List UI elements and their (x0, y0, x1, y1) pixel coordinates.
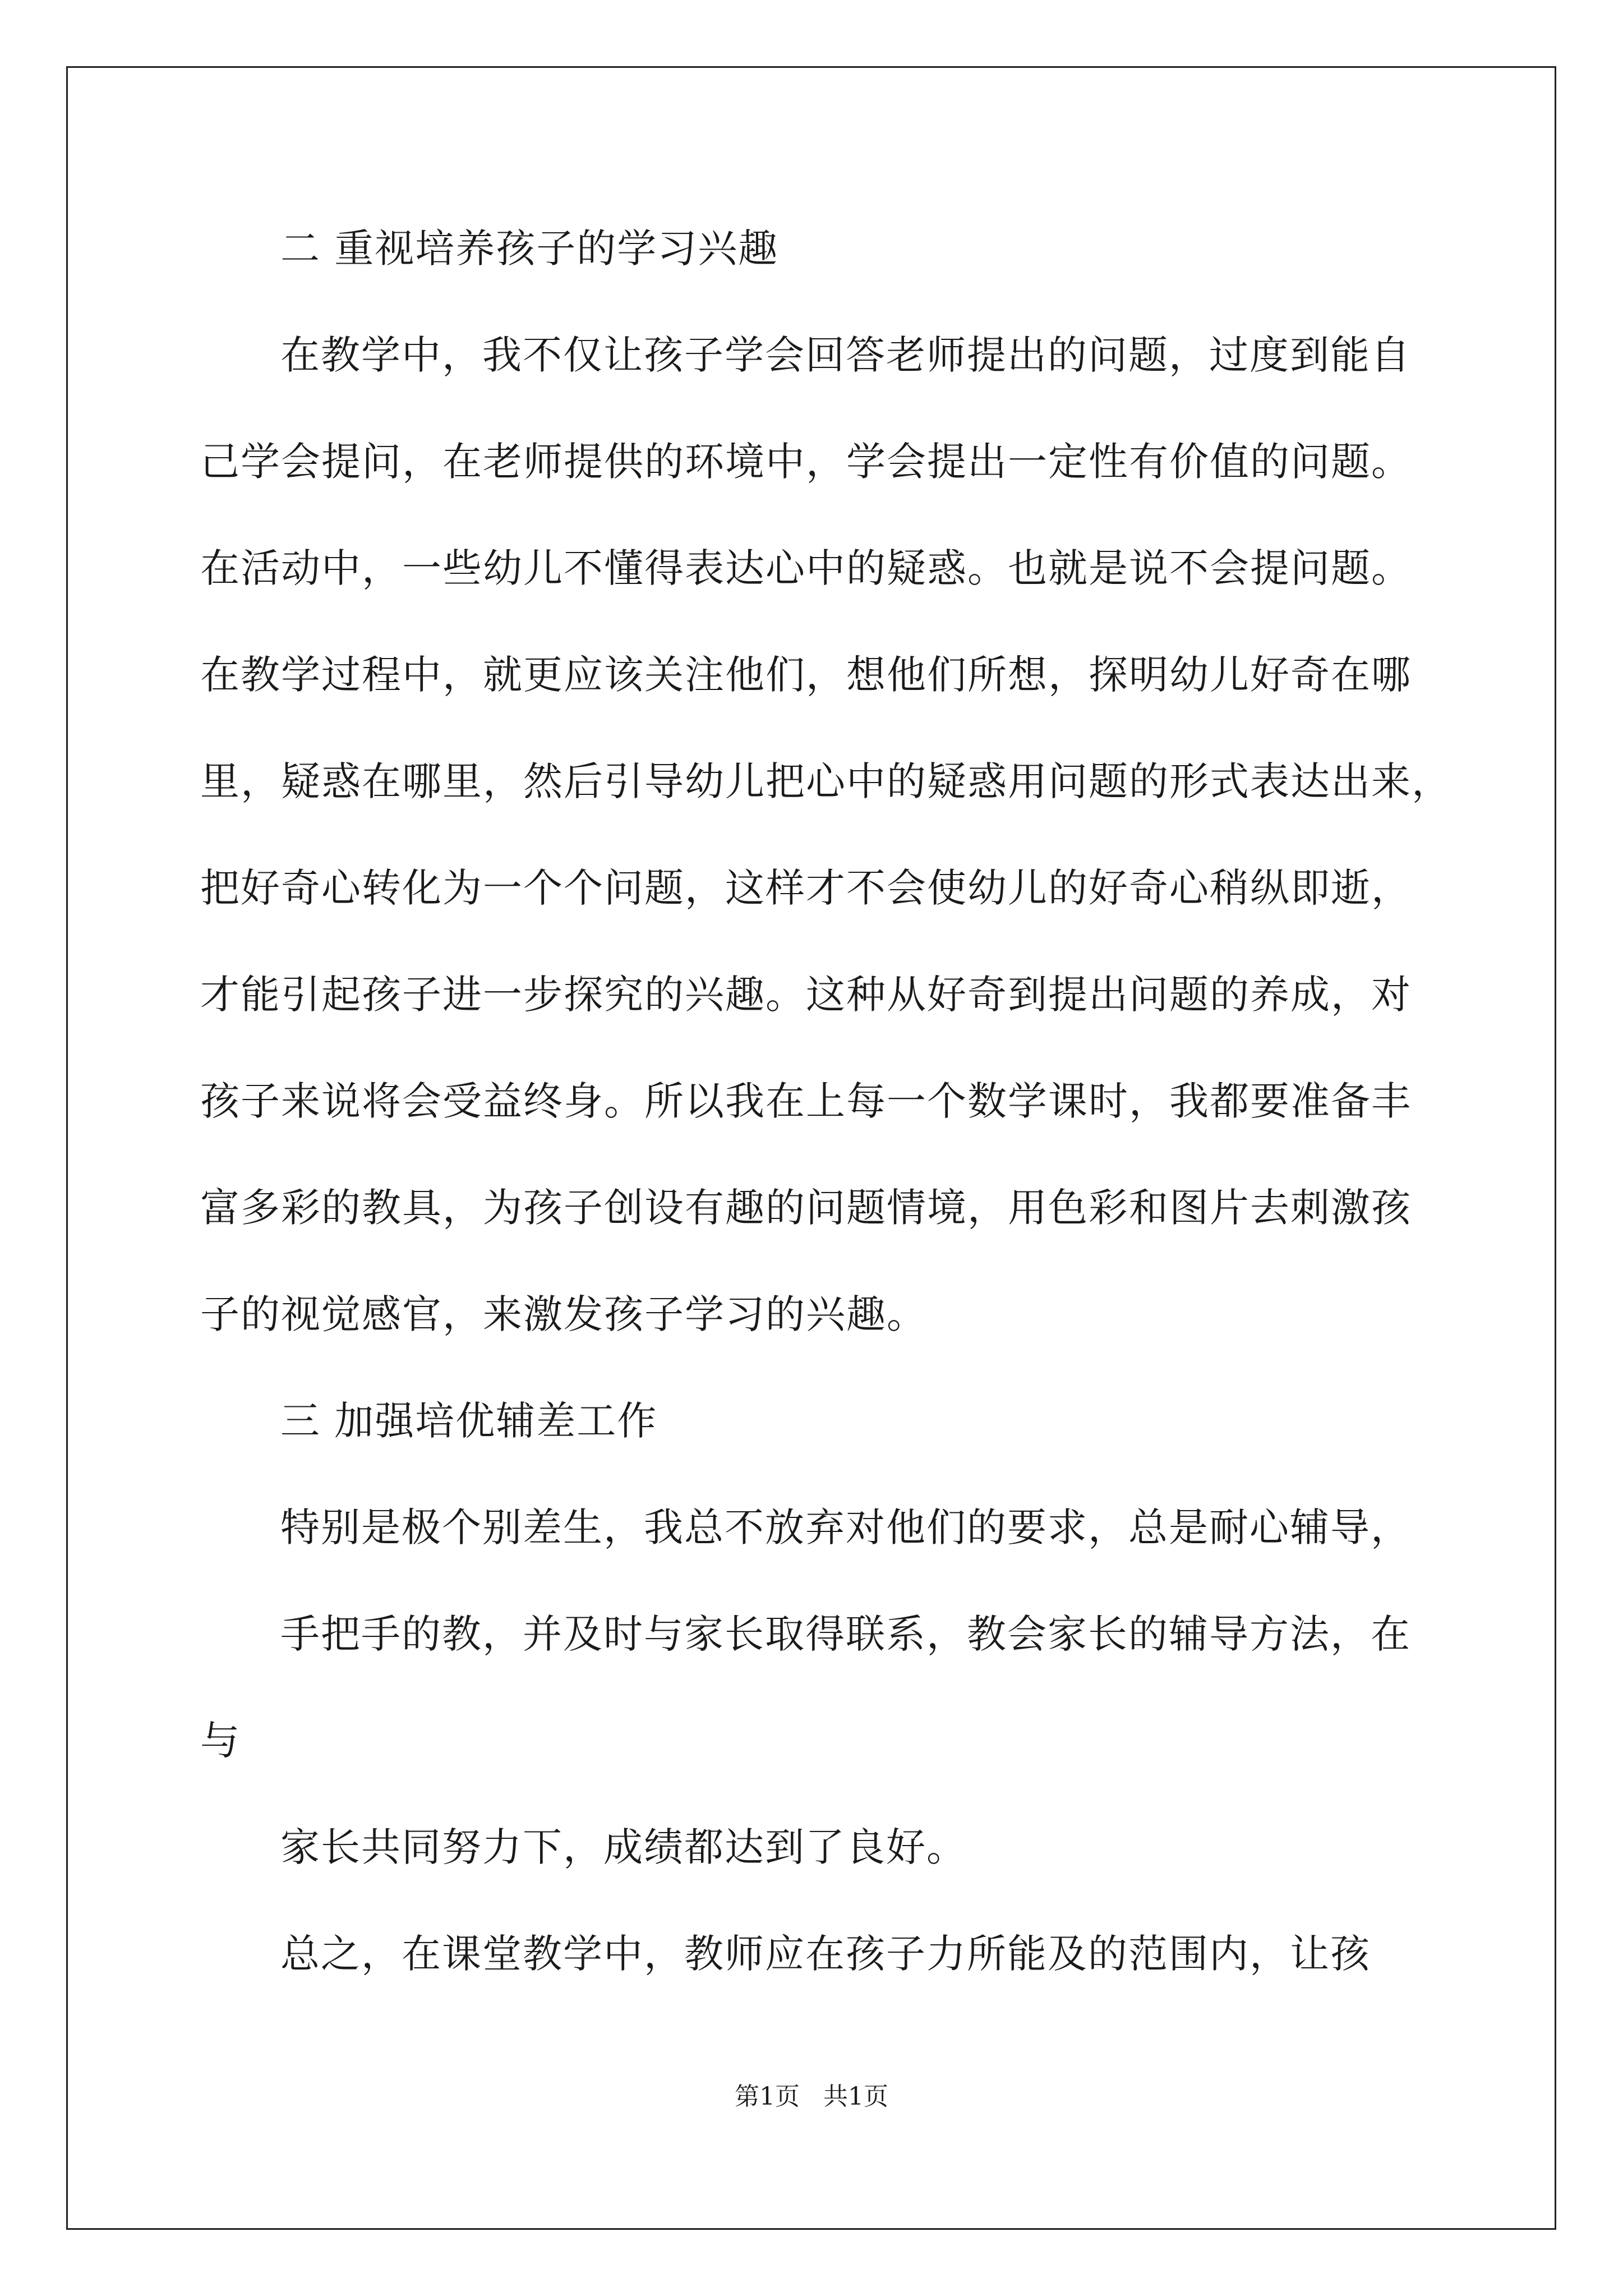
paragraph-line: 里，疑惑在哪里，然后引导幼儿把心中的疑惑用问题的形式表达出来， (200, 758, 1452, 804)
paragraph-line: 己学会提问，在老师提供的环境中，学会提出一定性有价值的问题。 (200, 439, 1412, 485)
paragraph-line: 富多彩的教具，为孩子创设有趣的问题情境，用色彩和图片去刺激孩 (200, 1185, 1412, 1231)
paragraph-line: 手把手的教，并及时与家长取得联系，教会家长的辅导方法，在 (280, 1611, 1411, 1657)
paragraph-line: 在活动中，一些幼儿不懂得表达心中的疑惑。也就是说不会提问题。 (200, 545, 1412, 591)
page-border (66, 66, 1556, 2230)
page-number-footer: 第1页 共1页 (735, 2082, 888, 2111)
paragraph-line: 子的视觉感官，来激发孩子学习的兴趣。 (200, 1291, 927, 1337)
paragraph-line: 在教学中，我不仅让孩子学会回答老师提出的问题，过度到能自 (280, 332, 1411, 378)
paragraph-line: 在教学过程中，就更应该关注他们，想他们所想，探明幼儿好奇在哪 (200, 652, 1412, 698)
paragraph-line: 才能引起孩子进一步探究的兴趣。这种从好奇到提出问题的养成，对 (200, 972, 1412, 1018)
paragraph-line: 把好奇心转化为一个个问题，这样才不会使幼儿的好奇心稍纵即逝， (200, 865, 1412, 911)
section-heading: 三 加强培优辅差工作 (280, 1398, 658, 1444)
section-heading: 二 重视培养孩子的学习兴趣 (280, 226, 779, 272)
paragraph-line: 家长共同努力下，成绩都达到了良好。 (280, 1824, 967, 1870)
paragraph-line: 与 (200, 1718, 241, 1764)
paragraph-line: 特别是极个别差生，我总不放弃对他们的要求，总是耐心辅导， (280, 1504, 1411, 1550)
paragraph-line: 总之，在课堂教学中，教师应在孩子力所能及的范围内，让孩 (280, 1931, 1371, 1977)
paragraph-line: 孩子来说将会受益终身。所以我在上每一个数学课时，我都要准备丰 (200, 1078, 1412, 1124)
